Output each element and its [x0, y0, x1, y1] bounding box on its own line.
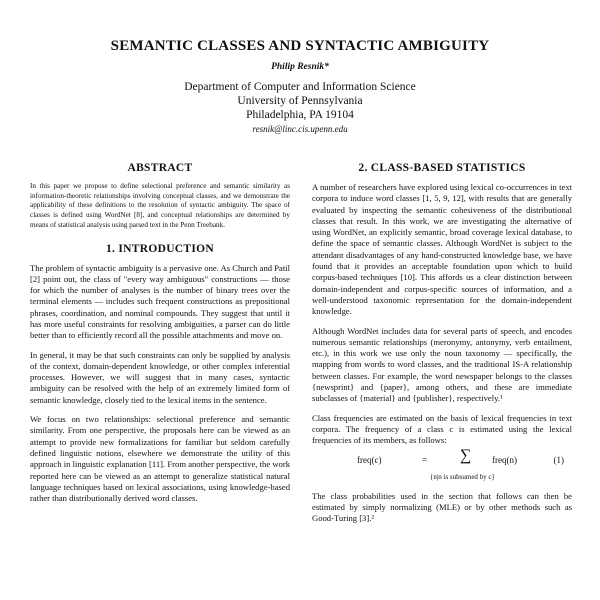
author-email: resnik@linc.cis.upenn.edu	[252, 124, 348, 134]
formula-rhs: freq(n)	[492, 454, 517, 465]
paper-title: SEMANTIC CLASSES AND SYNTACTIC AMBIGUITY	[110, 38, 490, 54]
class-statistics-heading: 2. CLASS-BASED STATISTICS	[358, 162, 526, 174]
statistics-paragraph-3: Class frequencies are estimated on the basis of lexical frequencies in text corpora. The frequency of a class c is estimated using the lexical frequencies of its members, as follows:	[312, 412, 572, 446]
formula-sum-symbol: ∑	[460, 446, 472, 464]
formula-lhs: freq(c)	[357, 454, 382, 465]
author-name: Philip Resnik*	[271, 62, 329, 72]
formula-number: (1)	[553, 454, 564, 465]
class-frequency-formula	[312, 447, 572, 491]
intro-paragraph-2: In general, it may be that such constraints can only be supplied by analysis of the context, domain-dependent knowledge, or other complex inferential processes. However, we will suggest that in many cases, syntactic ambiguity can be resolved with the help of an extremely limited form of semantic knowledge, closely tied to the lexical items in the sentence.	[30, 349, 290, 405]
intro-paragraph-3: We focus on two relationships: selectional preference and semantic similarity. From one perspective, the proposals here can be viewed as an attempt to provide new formalizations for familiar but seldom carefully defined linguistic notions, elsewhere we demonstrate the utility of this approach in linguistic explanation [11]. From another perspective, the work reported here can be viewed as an attempt to generalize statistical natural language techniques based on lexical associations, using knowledge-based rather than distributionally derived word classes.	[30, 414, 290, 504]
affiliation-city: Philadelphia, PA 19104	[246, 109, 354, 121]
affiliation-university: University of Pennsylvania	[237, 95, 363, 107]
abstract-text: In this paper we propose to define selectional preference and semantic similarity as information-theoretic relationships involving conceptual classes, and we demonstrate the applicability of these definitions to the resolution of syntactic ambiguity. The space of classes is defined using WordNet [8], and conceptual relationships are determined by means of statistical analysis using parsed text in the Penn Treebank.	[30, 182, 290, 229]
intro-paragraph-1: The problem of syntactic ambiguity is a pervasive one. As Church and Patil [2] point out, the class of "every way ambiguous" constructions — those for which the number of analyses is the number of binary trees over the terminal elements — includes such frequent constructions as prepositional phrases, coordination, and nominal compounds. They suggest that until it has more useful constraints for resolving ambiguities, a parser can do little better than to efficiently record all the possible attachments and move on.	[30, 262, 290, 341]
introduction-heading: 1. INTRODUCTION	[105, 242, 214, 255]
statistics-closing-paragraph: The class probabilities used in the section that follows can then be estimated by simply normalizing (MLE) or by other methods such as Good-Turing [3].²	[312, 490, 572, 524]
affiliation-department: Department of Computer and Information Science	[184, 81, 416, 93]
formula-equals: =	[422, 454, 428, 465]
abstract-heading: ABSTRACT	[127, 162, 193, 174]
left-column	[30, 162, 290, 504]
right-column	[312, 162, 572, 524]
statistics-paragraph-2: Although WordNet includes data for several parts of speech, and encodes numerous semantic relationships (meronymy, antonymy, verb entailment, etc.), in this work we use only the noun taxonomy — specifically, the mapping from words to word classes, and the traditional IS-A relationship between classes. For example, the word newspaper belongs to the classes {newsprint} and {paper}, among others, and these are immediate subclasses of {material} and {publisher}, respectively.¹	[312, 325, 572, 404]
formula-subscript: {n|n is subsumed by c}	[430, 472, 495, 481]
affiliation-block	[0, 80, 600, 136]
statistics-paragraph-1: A number of researchers have explored using lexical co-occurrences in text corpora to induce word classes [1, 5, 9, 12], with results that are generally evaluated by inspecting the semantic cohesiveness of the distributional classes that result. In this work, we are investigating the alternative of using WordNet, an explicitly semantic, broad coverage lexical database, to define the space of semantic classes. Although WordNet is subject to the attendant disadvantages of any hand-constructed knowledge base, we have found that it provides an acceptable foundation upon which to build corpus-based techniques [10]. This affords us a clear distinction between domain-independent and corpus-specific sources of information, and a well-understood taxonomic representation for the domain-independent knowledge.	[312, 182, 572, 317]
